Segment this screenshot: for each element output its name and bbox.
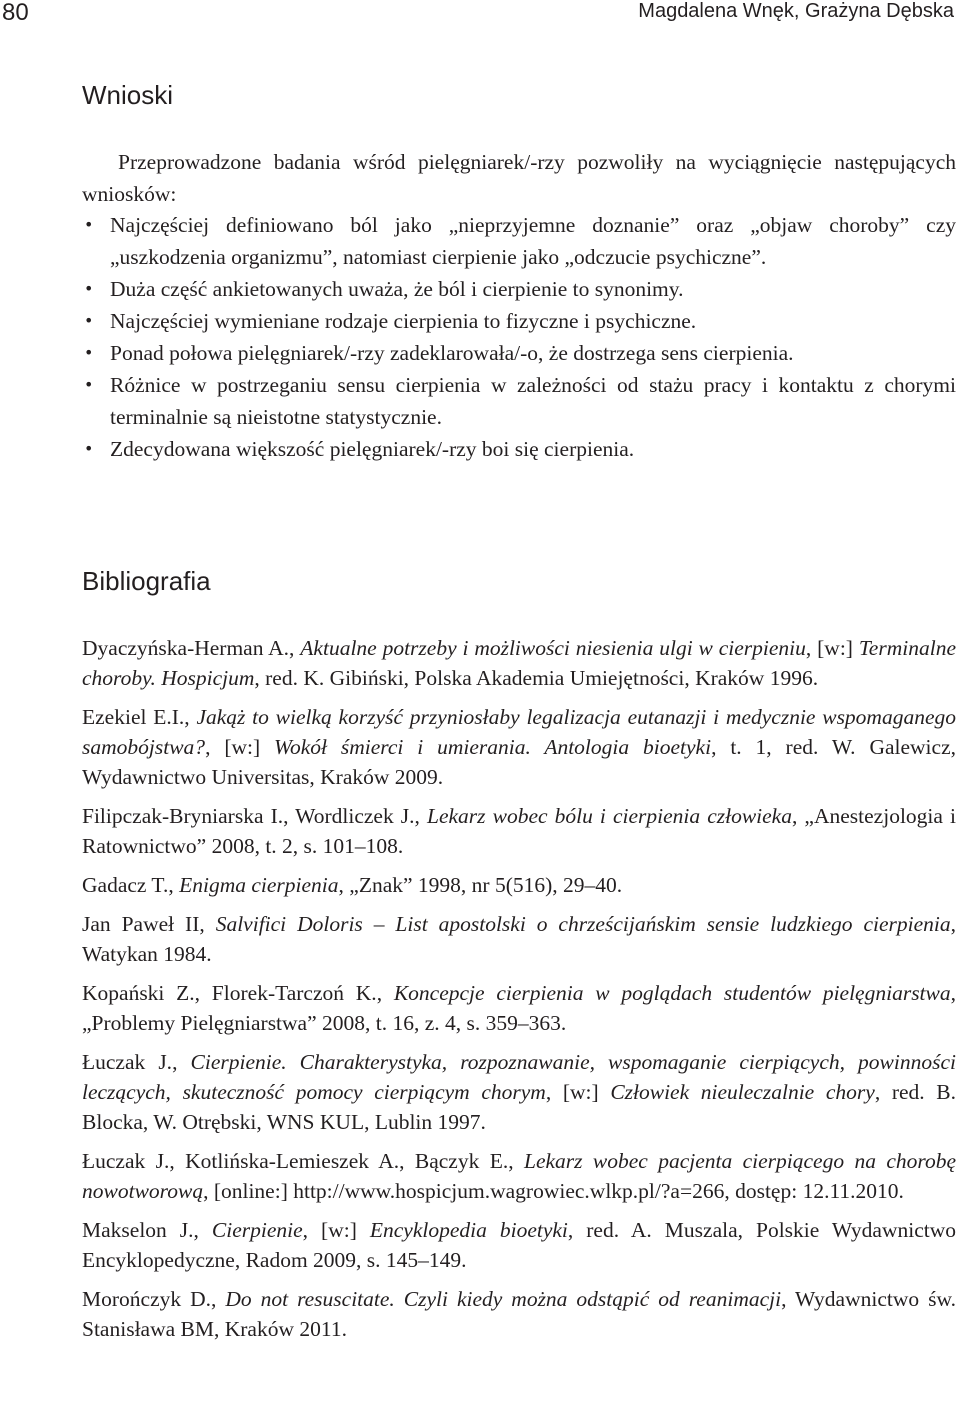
ref-author: Gadacz T. bbox=[82, 873, 169, 897]
conclusion-item: • Ponad połowa pielęgniarek/-rzy zadeklarowała/-o, że dostrzega sens cierpienia. bbox=[82, 337, 956, 369]
bibliography-entry: Kopański Z., Florek-Tarczoń K., Koncepcje cierpienia w poglądach studentów pielęgniarstwa, „Problemy Pielęgniarstwa” 2008, t. 16, z. 4, s. 359–363. bbox=[82, 981, 956, 1035]
conclusion-item: • Różnice w postrzeganiu sensu cierpienia w zależności od stażu pracy i kontaktu z chorymi terminalnie są nieistotne statystycznie. bbox=[82, 369, 956, 433]
conclusions-heading: Wnioski bbox=[82, 80, 174, 110]
ref-title2: Człowiek nieuleczalnie chory bbox=[610, 1080, 875, 1104]
ref-mid: , Wydawnictwo św. Stanisława BM, Kraków 2011. bbox=[82, 1287, 957, 1341]
bibliography-entry: Dyaczyńska-Herman A., Aktualne potrzeby i możliwości niesienia ulgi w cierpieniu, [w:] Terminalne choroby. Hospicjum, red. K. Gibiński, Polska Akademia Umiejętności, Kraków 1996. bbox=[82, 636, 956, 690]
ref-rest: , red. A. Muszala, Polskie Wydawnictwo Encyklopedyczne, Radom 2009, s. 145–149. bbox=[82, 1218, 956, 1272]
ref-title: Cierpienie. Charakterystyka, rozpoznawanie, wspomaganie cierpiących, powinności leczących, skuteczność pomocy cierpiącym chorym bbox=[82, 1050, 956, 1104]
bibliography-entry: Łuczak J., Kotlińska-Lemieszek A., Bączyk E., Lekarz wobec pacjenta cierpiącego na chorobę nowotworową, [online:] http://www.hospicjum.wagrowiec.wlkp.pl/?a=266, dostęp: 12.11.2010. bbox=[82, 1149, 956, 1203]
ref-mid: , „Anestezjologia i Ratownictwo” 2008, t. 2, s. 101–108. bbox=[82, 804, 956, 858]
ref-mid: , [w:] bbox=[302, 1218, 370, 1242]
ref-mid: , [w:] bbox=[545, 1080, 611, 1104]
bibliography-heading: Bibliografia bbox=[82, 566, 211, 596]
bibliography-entry: Filipczak-Bryniarska I., Wordliczek J., Lekarz wobec bólu i cierpienia człowieka, „Anestezjologia i Ratownictwo” 2008, t. 2, s. 101–108. bbox=[82, 804, 956, 858]
ref-title: Jakąż to wielką korzyść przyniosłaby legalizacja eutanazji i medycznie wspomaganego samobójstwa? bbox=[82, 705, 957, 759]
ref-author: Ezekiel E.I. bbox=[82, 705, 185, 729]
conclusion-item: • Duża część ankietowanych uważa, że ból i cierpienie to synonimy. bbox=[82, 273, 956, 305]
bibliography-entry: Makselon J., Cierpienie, [w:] Encyklopedia bioetyki, red. A. Muszala, Polskie Wydawnictwo Encyklopedyczne, Radom 2009, s. 145–149. bbox=[82, 1218, 956, 1272]
ref-title2: Wokół śmierci i umierania. Antologia bioetyki bbox=[274, 735, 712, 759]
ref-author: Makselon J. bbox=[82, 1218, 194, 1242]
ref-title2: Terminalne choroby. Hospicjum bbox=[82, 636, 956, 690]
ref-mid: , [w:] bbox=[205, 735, 275, 759]
bibliography-entry: Jan Paweł II, Salvifici Doloris – List apostolski o chrześcijańskim sensie ludzkiego cierpienia, Watykan 1984. bbox=[82, 912, 957, 966]
ref-title: Koncepcje cierpienia w poglądach studentów pielęgniarstwa bbox=[393, 981, 951, 1005]
ref-author: Kopański Z., Florek-Tarczoń K. bbox=[82, 981, 377, 1005]
page-number: 80 bbox=[2, 0, 29, 26]
ref-title: Lekarz wobec pacjenta cierpiącego na chorobę nowotworową bbox=[82, 1149, 956, 1203]
conclusion-item: • Najczęściej wymieniane rodzaje cierpienia to fizyczne i psychiczne. bbox=[82, 305, 956, 337]
ref-mid: , „Znak” 1998, nr 5(516), 29–40. bbox=[338, 873, 623, 897]
bibliography-entry: Morończyk D., Do not resuscitate. Czyli kiedy można odstąpić od reanimacji, Wydawnictwo św. Stanisława BM, Kraków 2011. bbox=[82, 1287, 957, 1341]
conclusions-list bbox=[82, 209, 956, 465]
ref-mid: , „Problemy Pielęgniarstwa” 2008, t. 16, z. 4, s. 359–363. bbox=[82, 981, 956, 1035]
ref-mid: , [online:] http://www.hospicjum.wagrowiec.wlkp.pl/?a=266, dostęp: 12.11.2010. bbox=[203, 1179, 904, 1203]
ref-author: Łuczak J., Kotlińska-Lemieszek A., Bączyk E. bbox=[82, 1149, 509, 1173]
ref-title: Do not resuscitate. Czyli kiedy można odstąpić od reanimacji bbox=[225, 1287, 782, 1311]
bibliography-entry: Gadacz T., Enigma cierpienia, „Znak” 1998, nr 5(516), 29–40. bbox=[82, 873, 623, 897]
ref-title: Salvifici Doloris – List apostolski o chrześcijańskim sensie ludzkiego cierpienia bbox=[215, 912, 951, 936]
ref-rest: , red. B. Blocka, W. Otrębski, WNS KUL, Lublin 1997. bbox=[82, 1080, 957, 1134]
ref-rest: , t. 1, red. W. Galewicz, Wydawnictwo Universitas, Kraków 2009. bbox=[82, 735, 956, 789]
ref-title: Enigma cierpienia bbox=[179, 873, 339, 897]
ref-title: Lekarz wobec bólu i cierpienia człowieka bbox=[427, 804, 792, 828]
conclusion-item: • Zdecydowana większość pielęgniarek/-rzy boi się cierpienia. bbox=[82, 433, 956, 465]
ref-mid: , [w:] bbox=[805, 636, 859, 660]
ref-title: Aktualne potrzeby i możliwości niesienia ulgi w cierpieniu bbox=[300, 636, 806, 660]
ref-author: Morończyk D. bbox=[82, 1287, 211, 1311]
conclusions-intro: Przeprowadzone badania wśród pielęgniarek/-rzy pozwoliły na wyciągnięcie następujących wniosków: bbox=[82, 150, 956, 206]
bibliography-entry: Ezekiel E.I., Jakąż to wielką korzyść przyniosłaby legalizacja eutanazji i medycznie wspomaganego samobójstwa?, [w:] Wokół śmierci i umierania. Antologia bioetyki, t. 1, red. W. Galewicz, Wydawnictwo Universitas, Kraków 2009. bbox=[82, 705, 957, 789]
ref-author: Filipczak-Bryniarska I., Wordliczek J. bbox=[82, 804, 415, 828]
ref-mid: , Watykan 1984. bbox=[82, 912, 957, 966]
ref-title: Cierpienie bbox=[211, 1218, 303, 1242]
ref-author: Jan Paweł II bbox=[82, 912, 200, 936]
conclusion-item: • Najczęściej definiowano ból jako „nieprzyjemne doznanie” oraz „objaw choroby” czy „uszkodzenia organizmu”, natomiast cierpienie jako „odczucie psychiczne”. bbox=[82, 209, 956, 273]
ref-author: Łuczak J. bbox=[82, 1050, 173, 1074]
ref-title2: Encyklopedia bioetyki bbox=[369, 1218, 568, 1242]
running-head: Magdalena Wnęk, Grażyna Dębska bbox=[638, 0, 954, 22]
bibliography-entry: Łuczak J., Cierpienie. Charakterystyka, rozpoznawanie, wspomaganie cierpiących, powinności leczących, skuteczność pomocy cierpiącym chorym, [w:] Człowiek nieuleczalnie chory, red. B. Blocka, W. Otrębski, WNS KUL, Lublin 1997. bbox=[82, 1050, 957, 1134]
bibliography-list bbox=[82, 633, 956, 1353]
ref-author: Dyaczyńska-Herman A. bbox=[82, 636, 290, 660]
ref-rest: , red. K. Gibiński, Polska Akademia Umiejętności, Kraków 1996. bbox=[254, 666, 819, 690]
